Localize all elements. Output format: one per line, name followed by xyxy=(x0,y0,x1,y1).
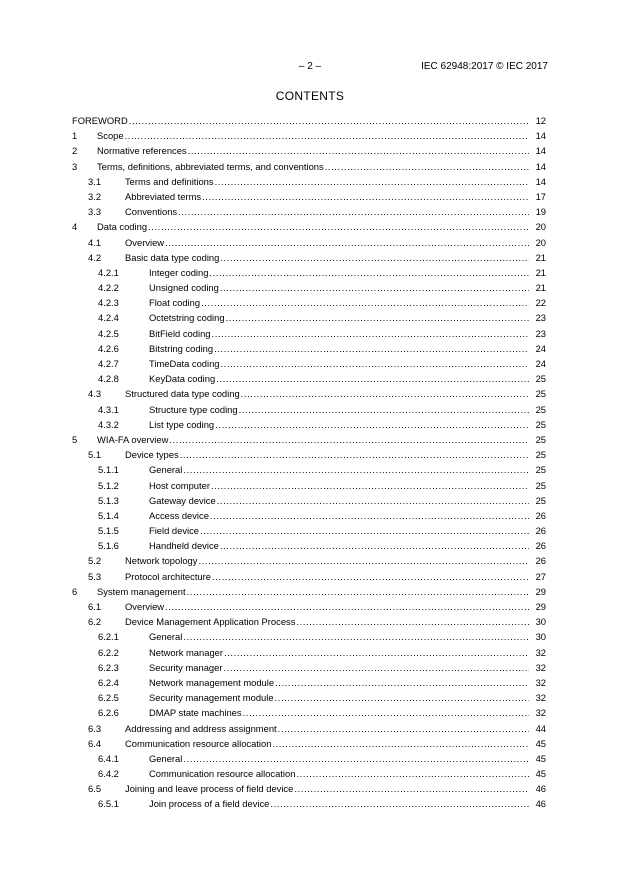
toc-entry[interactable] xyxy=(72,736,546,751)
toc-dot-leader xyxy=(221,356,529,371)
toc-entry-number: 4.3 xyxy=(88,388,102,400)
toc-entry-line xyxy=(149,645,546,660)
toc-dot-leader xyxy=(210,508,529,523)
toc-entry-title: BitField coding xyxy=(149,327,211,339)
toc-entry-number: 4.2 xyxy=(88,251,102,263)
toc-entry-page: 25 xyxy=(535,494,546,506)
toc-entry-line xyxy=(97,128,546,143)
toc-dot-leader xyxy=(296,766,529,781)
toc-entry[interactable] xyxy=(72,766,546,781)
toc-entry-title: Gateway device xyxy=(149,494,216,506)
toc-entry-number: 4.2.1 xyxy=(98,266,119,278)
toc-entry-line xyxy=(125,447,546,462)
toc-entry[interactable] xyxy=(72,280,546,295)
toc-entry-page: 20 xyxy=(535,236,546,248)
toc-entry-page: 19 xyxy=(535,206,546,218)
toc-entry-number: 6.4 xyxy=(88,737,102,749)
toc-dot-leader xyxy=(165,599,529,614)
toc-entry-page: 25 xyxy=(535,433,546,445)
toc-entry-line xyxy=(149,295,546,310)
toc-entry-number: 5.1 xyxy=(88,449,102,461)
toc-entry-title: Join process of a field device xyxy=(149,798,270,810)
toc-entry-number: 5.1.3 xyxy=(98,494,119,506)
toc-entry-line xyxy=(97,143,546,158)
toc-entry[interactable] xyxy=(72,204,546,219)
toc-entry-page: 32 xyxy=(535,661,546,673)
toc-entry-page: 23 xyxy=(535,327,546,339)
toc-entry-title: FOREWORD xyxy=(72,115,128,126)
toc-entry-line xyxy=(125,781,546,796)
toc-entry[interactable] xyxy=(72,538,546,553)
toc-entry-page: 32 xyxy=(535,707,546,719)
toc-entry-page: 26 xyxy=(535,540,546,552)
toc-entry-title: Terms and definitions xyxy=(125,175,214,187)
toc-entry-number: 6.2.4 xyxy=(98,676,119,688)
toc-entry-title: Terms, definitions, abbreviated terms, and conventions xyxy=(97,160,324,172)
toc-entry-title: General xyxy=(149,464,183,476)
toc-entry-line xyxy=(125,614,546,629)
toc-dot-leader xyxy=(220,280,529,295)
toc-entry[interactable] xyxy=(72,265,546,280)
toc-entry-title: Structured data type coding xyxy=(125,388,240,400)
toc-dot-leader xyxy=(183,629,529,644)
toc-entry-line xyxy=(149,356,546,371)
toc-dot-leader xyxy=(275,675,529,690)
toc-dot-leader xyxy=(215,174,529,189)
page-title: CONTENTS xyxy=(275,89,345,103)
toc-entry-line xyxy=(149,523,546,538)
toc-entry-page: 14 xyxy=(535,145,546,157)
toc-entry-title: Unsigned coding xyxy=(149,282,219,294)
toc-entry[interactable] xyxy=(72,523,546,538)
toc-entry-title: Normative references xyxy=(97,145,187,157)
toc-entry-line xyxy=(149,371,546,386)
toc-entry-number: 4.2.5 xyxy=(98,327,119,339)
toc-dot-leader xyxy=(183,751,529,766)
table-of-contents xyxy=(72,113,546,812)
toc-entry-page: 46 xyxy=(535,798,546,810)
toc-entry-line xyxy=(149,538,546,553)
toc-entry-title: List type coding xyxy=(149,418,215,430)
toc-entry-line xyxy=(149,690,546,705)
toc-dot-leader xyxy=(148,219,529,234)
toc-entry-title: Device types xyxy=(125,449,179,461)
toc-entry-title: Security manager xyxy=(149,661,223,673)
toc-entry-title: Abbreviated terms xyxy=(125,190,202,202)
toc-dot-leader xyxy=(294,781,529,796)
toc-entry[interactable] xyxy=(72,508,546,523)
toc-entry-line xyxy=(149,326,546,341)
toc-entry-number: 6.5.1 xyxy=(98,798,119,810)
toc-entry-page: 25 xyxy=(535,479,546,491)
toc-entry-page: 25 xyxy=(535,449,546,461)
toc-entry[interactable] xyxy=(72,447,546,462)
toc-entry-line xyxy=(149,265,546,280)
toc-entry-page: 12 xyxy=(535,115,546,126)
toc-dot-leader xyxy=(325,159,529,174)
toc-dot-leader xyxy=(209,265,529,280)
toc-entry-line xyxy=(149,402,546,417)
toc-entry-line xyxy=(125,569,546,584)
toc-entry-number: 4 xyxy=(72,221,78,233)
toc-entry-page: 26 xyxy=(535,555,546,567)
toc-entry-title: Host computer xyxy=(149,479,210,491)
toc-entry-line xyxy=(149,766,546,781)
toc-entry-page: 14 xyxy=(535,160,546,172)
toc-entry-line xyxy=(97,584,546,599)
toc-entry[interactable] xyxy=(72,629,546,644)
toc-entry-line xyxy=(149,310,546,325)
toc-entry-line xyxy=(149,751,546,766)
toc-entry-page: 23 xyxy=(535,312,546,324)
toc-entry[interactable] xyxy=(72,295,546,310)
toc-entry-page: 45 xyxy=(535,768,546,780)
toc-entry[interactable] xyxy=(72,478,546,493)
toc-entry-page: 14 xyxy=(535,130,546,142)
toc-entry-page: 21 xyxy=(535,282,546,294)
toc-dot-leader xyxy=(241,386,529,401)
toc-dot-leader xyxy=(198,553,529,568)
toc-entry-number: 3 xyxy=(72,160,78,172)
toc-entry[interactable] xyxy=(72,143,546,158)
toc-entry-title: Float coding xyxy=(149,297,201,309)
toc-entry[interactable] xyxy=(72,219,546,234)
toc-entry[interactable] xyxy=(72,386,546,401)
toc-entry-line xyxy=(149,796,546,811)
toc-entry-number: 5.1.6 xyxy=(98,540,119,552)
toc-entry[interactable] xyxy=(72,660,546,675)
toc-entry[interactable] xyxy=(72,432,546,447)
toc-entry-title: Network management module xyxy=(149,676,275,688)
toc-entry-title: Joining and leave process of field device xyxy=(125,783,294,795)
toc-entry-number: 5.1.2 xyxy=(98,479,119,491)
toc-entry-line xyxy=(125,721,546,736)
toc-entry-title: WIA-FA overview xyxy=(97,433,169,445)
toc-entry-page: 29 xyxy=(535,601,546,612)
toc-entry-title: General xyxy=(149,631,183,643)
toc-dot-leader xyxy=(214,341,529,356)
toc-entry[interactable] xyxy=(72,159,546,174)
toc-dot-leader xyxy=(201,295,529,310)
toc-entry-number: 1 xyxy=(72,130,78,142)
toc-entry-line xyxy=(149,508,546,523)
toc-dot-leader xyxy=(212,569,529,584)
toc-entry[interactable] xyxy=(72,402,546,417)
toc-entry-page: 20 xyxy=(535,221,546,233)
toc-dot-leader xyxy=(243,705,529,720)
toc-entry-page: 30 xyxy=(535,631,546,643)
toc-entry-line xyxy=(125,250,546,265)
toc-entry-title: TimeData coding xyxy=(149,358,220,369)
toc-entry[interactable] xyxy=(72,189,546,204)
toc-entry[interactable] xyxy=(72,417,546,432)
toc-dot-leader xyxy=(202,189,529,204)
toc-entry-title: KeyData coding xyxy=(149,373,216,385)
toc-entry-line xyxy=(149,629,546,644)
toc-entry-title: Scope xyxy=(97,130,124,142)
toc-entry-number: 6.4.2 xyxy=(98,768,119,780)
toc-dot-leader xyxy=(180,447,529,462)
toc-entry-number: 2 xyxy=(72,145,78,157)
toc-dot-leader xyxy=(220,250,529,265)
toc-entry-line xyxy=(125,736,546,751)
toc-entry-number: 5.1.4 xyxy=(98,509,119,521)
toc-entry-line xyxy=(149,462,546,477)
toc-entry-line xyxy=(125,189,546,204)
toc-entry-line xyxy=(97,159,546,174)
toc-entry[interactable] xyxy=(72,310,546,325)
toc-entry-page: 26 xyxy=(535,509,546,521)
toc-entry-title: Protocol architecture xyxy=(125,570,211,582)
toc-entry-page: 25 xyxy=(535,388,546,400)
toc-entry-number: 4.1 xyxy=(88,236,102,248)
toc-entry-page: 45 xyxy=(535,752,546,764)
toc-entry-number: 6.2.5 xyxy=(98,692,119,704)
toc-entry-line xyxy=(149,417,546,432)
toc-entry-number: 6.3 xyxy=(88,722,102,734)
toc-entry-title: Structure type coding xyxy=(149,403,238,415)
toc-entry[interactable] xyxy=(72,326,546,341)
toc-dot-leader xyxy=(129,113,529,128)
toc-entry-title: Conventions xyxy=(125,206,178,218)
toc-entry-page: 32 xyxy=(535,646,546,658)
toc-dot-leader xyxy=(270,796,529,811)
toc-dot-leader xyxy=(223,660,529,675)
toc-entry-line xyxy=(149,478,546,493)
toc-dot-leader xyxy=(215,417,529,432)
toc-entry-page: 24 xyxy=(535,358,546,369)
toc-entry-page: 25 xyxy=(535,403,546,415)
toc-entry[interactable] xyxy=(72,493,546,508)
toc-dot-leader xyxy=(183,462,529,477)
toc-entry-title: Communication resource allocation xyxy=(125,737,272,749)
toc-entry-line xyxy=(125,553,546,568)
toc-entry-title: Data coding xyxy=(97,221,148,233)
toc-entry-title: Overview xyxy=(125,601,165,612)
toc-entry[interactable] xyxy=(72,462,546,477)
toc-entry-page: 30 xyxy=(535,616,546,628)
toc-dot-leader xyxy=(239,402,529,417)
toc-entry[interactable] xyxy=(72,553,546,568)
toc-dot-leader xyxy=(169,432,529,447)
toc-entry-number: 6.2 xyxy=(88,616,102,628)
toc-entry-line xyxy=(149,705,546,720)
toc-entry-line xyxy=(97,432,546,447)
toc-entry-page: 14 xyxy=(535,175,546,187)
toc-entry-line xyxy=(149,341,546,356)
toc-entry[interactable] xyxy=(72,721,546,736)
toc-entry-number: 4.2.3 xyxy=(98,297,119,309)
toc-entry[interactable] xyxy=(72,235,546,250)
toc-entry-number: 4.3.1 xyxy=(98,403,119,415)
toc-entry-number: 6.1 xyxy=(88,601,102,612)
toc-entry[interactable] xyxy=(72,645,546,660)
toc-entry-page: 22 xyxy=(535,297,546,309)
toc-entry-line xyxy=(125,174,546,189)
toc-entry-number: 6.2.6 xyxy=(98,707,119,719)
toc-entry-title: Access device xyxy=(149,509,209,521)
toc-entry-number: 6 xyxy=(72,585,78,597)
toc-entry-page: 21 xyxy=(535,266,546,278)
toc-entry-number: 6.2.1 xyxy=(98,631,119,643)
toc-entry-title: DMAP state machines xyxy=(149,707,242,719)
toc-entry-page: 46 xyxy=(535,783,546,795)
toc-entry-page: 25 xyxy=(535,418,546,430)
toc-entry-number: 5.1.5 xyxy=(98,525,119,537)
toc-entry-title: Communication resource allocation xyxy=(149,768,296,780)
toc-dot-leader xyxy=(224,645,529,660)
toc-entry-number: 5.3 xyxy=(88,570,102,582)
toc-entry-line xyxy=(149,280,546,295)
toc-dot-leader xyxy=(125,128,529,143)
toc-dot-leader xyxy=(211,478,529,493)
toc-entry-title: Security management module xyxy=(149,692,274,704)
toc-entry-title: Field device xyxy=(149,525,200,537)
toc-entry[interactable] xyxy=(72,781,546,796)
toc-entry[interactable] xyxy=(72,751,546,766)
toc-entry[interactable] xyxy=(72,356,546,371)
toc-entry-title: Basic data type coding xyxy=(125,251,220,263)
toc-entry[interactable] xyxy=(72,690,546,705)
toc-dot-leader xyxy=(278,721,529,736)
toc-entry-number: 4.2.4 xyxy=(98,312,119,324)
toc-dot-leader xyxy=(275,690,529,705)
toc-entry-page: 27 xyxy=(535,570,546,582)
toc-entry-page: 25 xyxy=(535,373,546,385)
toc-dot-leader xyxy=(217,493,529,508)
toc-entry-number: 6.2.2 xyxy=(98,646,119,658)
toc-entry[interactable] xyxy=(72,341,546,356)
toc-entry-title: Overview xyxy=(125,236,165,248)
toc-entry[interactable] xyxy=(72,705,546,720)
toc-entry-page: 25 xyxy=(535,464,546,476)
toc-entry-title: Device Management Application Process xyxy=(125,616,296,628)
toc-entry-title: Octetstring coding xyxy=(149,312,225,324)
toc-entry-page: 32 xyxy=(535,676,546,688)
toc-entry-number: 4.2.6 xyxy=(98,342,119,354)
toc-entry-page: 32 xyxy=(535,692,546,704)
toc-entry-page: 44 xyxy=(535,722,546,734)
toc-entry-number: 5.2 xyxy=(88,555,102,567)
toc-dot-leader xyxy=(178,204,529,219)
toc-entry-number: 6.5 xyxy=(88,783,102,795)
toc-entry-title: Integer coding xyxy=(149,266,209,278)
toc-entry-title: Handheld device xyxy=(149,540,219,552)
toc-entry-page: 21 xyxy=(535,251,546,263)
toc-entry-line xyxy=(125,386,546,401)
document-reference: IEC 62948:2017 © IEC 2017 xyxy=(421,61,548,72)
toc-entry-line xyxy=(125,204,546,219)
toc-entry-line xyxy=(125,235,546,250)
toc-entry[interactable] xyxy=(72,599,546,614)
toc-entry-title: Network manager xyxy=(149,646,223,658)
toc-entry-number: 5 xyxy=(72,433,78,445)
toc-dot-leader xyxy=(212,326,530,341)
toc-entry-title: General xyxy=(149,752,183,764)
toc-entry[interactable] xyxy=(72,128,546,143)
toc-entry-page: 17 xyxy=(535,190,546,202)
toc-entry-number: 3.2 xyxy=(88,190,102,202)
toc-entry-title: Addressing and address assignment xyxy=(125,722,277,734)
toc-entry-line xyxy=(149,675,546,690)
toc-entry-number: 4.2.7 xyxy=(98,358,119,369)
toc-entry-page: 45 xyxy=(535,737,546,749)
toc-entry-page: 26 xyxy=(535,525,546,537)
toc-entry[interactable] xyxy=(72,371,546,386)
toc-entry-number: 6.2.3 xyxy=(98,661,119,673)
toc-entry-line xyxy=(125,599,546,614)
toc-dot-leader xyxy=(188,143,529,158)
toc-entry-title: Bitstring coding xyxy=(149,342,214,354)
toc-entry-number: 4.2.8 xyxy=(98,373,119,385)
toc-dot-leader xyxy=(226,310,529,325)
toc-entry[interactable] xyxy=(72,250,546,265)
toc-entry-page: 29 xyxy=(535,585,546,597)
toc-entry[interactable] xyxy=(72,174,546,189)
toc-entry-line xyxy=(149,493,546,508)
toc-entry-page: 24 xyxy=(535,342,546,354)
toc-entry-number: 5.1.1 xyxy=(98,464,119,476)
toc-entry[interactable] xyxy=(72,796,546,811)
toc-entry-number: 4.3.2 xyxy=(98,418,119,430)
toc-entry-line xyxy=(149,660,546,675)
toc-entry-number: 3.3 xyxy=(88,206,102,218)
toc-entry-line xyxy=(72,113,546,128)
toc-dot-leader xyxy=(216,371,529,386)
toc-dot-leader xyxy=(165,235,529,250)
toc-dot-leader xyxy=(187,584,529,599)
toc-dot-leader xyxy=(220,538,529,553)
toc-entry[interactable] xyxy=(72,569,546,584)
toc-entry-number: 3.1 xyxy=(88,175,102,187)
toc-dot-leader xyxy=(272,736,529,751)
toc-entry-title: System management xyxy=(97,585,186,597)
toc-dot-leader xyxy=(296,614,529,629)
page-number: – 2 – xyxy=(298,61,322,72)
toc-entry[interactable] xyxy=(72,614,546,629)
toc-entry[interactable] xyxy=(72,675,546,690)
toc-entry-number: 4.2.2 xyxy=(98,282,119,294)
toc-entry[interactable] xyxy=(72,584,546,599)
toc-entry-title: Network topology xyxy=(125,555,198,567)
toc-dot-leader xyxy=(200,523,529,538)
toc-entry-number: 6.4.1 xyxy=(98,752,119,764)
toc-entry[interactable] xyxy=(72,113,546,128)
toc-entry-line xyxy=(97,219,546,234)
